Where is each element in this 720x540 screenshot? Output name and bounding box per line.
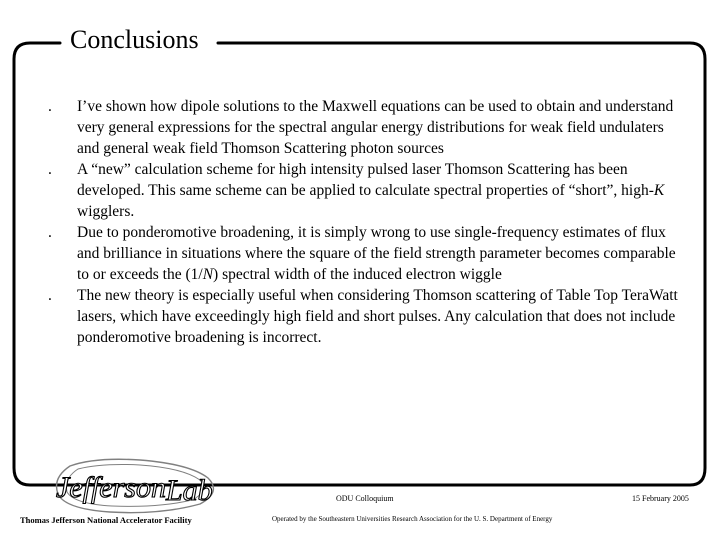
bullet-marker: . [48, 287, 52, 304]
bullet-item [48, 222, 688, 285]
bullet-text-italic: N [202, 266, 214, 283]
bullet-text-run: wigglers. [77, 203, 135, 220]
footer-operated-by: Operated by the Southeastern Universities Research Association for the U. S. Department of Energy [272, 515, 553, 523]
bullet-item [48, 96, 688, 159]
slide-title: Conclusions [64, 24, 205, 56]
bullet-text [77, 98, 673, 157]
bullet-text-run: A “new” calculation scheme for high intensity pulsed laser Thomson Scattering has been developed. This same scheme can be applied to calculate spectral properties of “short”, high- [77, 161, 654, 199]
bullet-marker: . [48, 224, 52, 241]
logo-word-jefferson: Jefferson [56, 471, 166, 504]
jefferson-lab-logo [40, 456, 240, 516]
bullet-list [48, 96, 688, 348]
bullet-text [77, 224, 676, 283]
bullet-text-run: ) spectral width of the induced electron wiggle [213, 266, 502, 283]
footer-lab-name: Thomas Jefferson National Accelerator Facility [20, 515, 192, 525]
bullet-text [77, 161, 664, 220]
bullet-item [48, 285, 688, 348]
bullet-text-run: I’ve shown how dipole solutions to the Maxwell equations can be used to obtain and understand very general expressions for the spectral angular energy distributions for weak field undulaters and general weak field Thomson Scattering photon sources [77, 98, 674, 157]
bullet-text [77, 287, 678, 346]
bullet-text-run: The new theory is especially useful when considering Thomson scattering of Table Top TeraWatt lasers, which have exceedingly high field and short pulses. Any calculation that does not include ponderomotive broadening is incorrect. [77, 287, 678, 346]
bullet-item [48, 159, 688, 222]
bullet-text-italic: K [653, 182, 665, 199]
logo-word-lab: Lab [166, 474, 213, 507]
bullet-marker: . [48, 98, 52, 115]
footer-date: 15 February 2005 [632, 494, 689, 503]
bullet-marker: . [48, 161, 52, 178]
footer-colloquium: ODU Colloquium [336, 494, 394, 503]
bullet-text-run: Due to ponderomotive broadening, it is simply wrong to use single-frequency estimates of flux and brilliance in situations where the square of the field strength parameter becomes comparable to or exceeds the (1/ [77, 224, 676, 283]
